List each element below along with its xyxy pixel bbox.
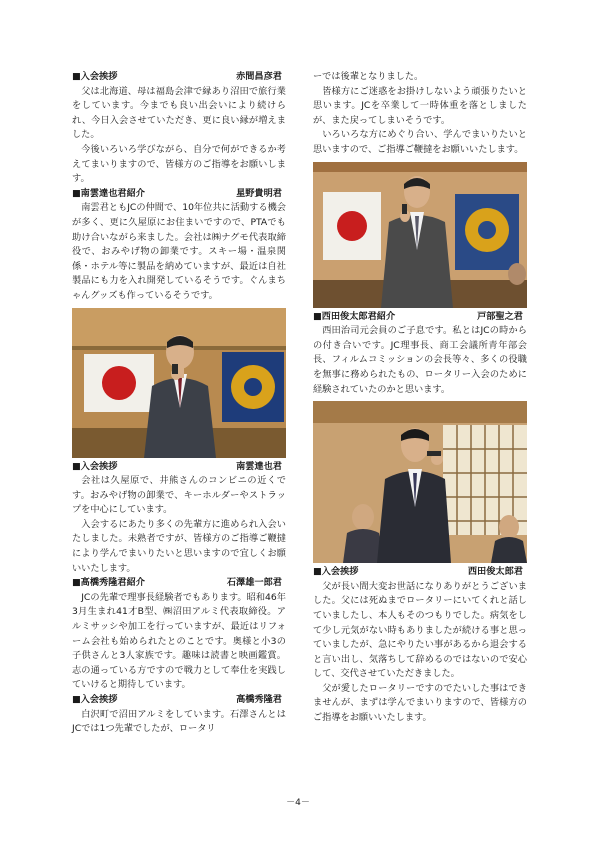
- heading-label: ■入会挨拶: [72, 460, 118, 472]
- paragraph: 白沢町で沼田アルミをしています。石澤さんとはJCでは1つ先輩でしたが、ロータリ: [72, 708, 286, 735]
- section-heading: [72, 70, 286, 85]
- speaker-name: 赤間昌彦君: [236, 71, 282, 82]
- speaker-name: 戸部聖之君: [477, 310, 523, 322]
- paragraph: 今後いろいろ学びながら、自分で何ができるか考えてまいりますので、皆様方のご指導をお願いします。: [72, 143, 286, 185]
- paragraph: JCの先輩で理事長経験者でもあります。昭和46年3月生まれ41才B型、㈱沼田アルミ代表取締役。アルミサッシや加工を行っていますが、最近はリフォーム会社も始められたとのことです。奥様と小3の子供さんと3人家族です。趣味は読書と映画鑑賞。志の通っている方ですので戦力として奉仕を実践していけると期待しています。: [72, 591, 286, 691]
- photo-tobe: [313, 162, 527, 308]
- photo-tobe-image: [313, 162, 527, 308]
- paragraph: 父は北海道、母は福島会津で縁あり沼田で旅行業をしています。今までも良い出会いにより続けられ、今日入会させていただき、更に良い縁が増えました。: [72, 85, 286, 141]
- paragraph: いろいろな方にめぐり合い、学んでまいりたいと思いますので、ご指導ご鞭撻をお願いいたします。: [313, 129, 527, 155]
- paragraph: 父が長い間大変お世話になりありがとうございました。父には死ぬまでロータリーにいてくれと話していましたし、本人もそのつもりでした。病気をして少し元気がない時もありましたが続ける事と思っていましたが、急にやりたい事があるから退会すると言い出し、気落ちして辞めるのではないので安心して、交代させていただきました。: [313, 580, 527, 680]
- page-number: －4－: [286, 798, 310, 808]
- heading-label: ■入会挨拶: [72, 694, 118, 705]
- heading-label: ■入会挨拶: [313, 566, 359, 578]
- section-heading: [72, 693, 286, 708]
- heading-label: ■西田俊太郎君紹介: [313, 310, 396, 322]
- section-heading: [313, 565, 527, 580]
- speaker-name: 高橋秀隆君: [236, 694, 282, 705]
- section-heading: [313, 310, 527, 325]
- speaker-name: 星野貴明君: [236, 187, 282, 199]
- paragraph: 西田治司元会員のご子息です。私とはJCの時からの付き合いです。JC理事長、商工会議所青年部会長、フィルムコミッションの会長等々、多くの役職を無事に務められたもの、ロータリー入会のために経験されていたのかと思います。: [313, 325, 527, 395]
- left-column: [72, 70, 286, 737]
- section-heading: [72, 460, 286, 475]
- section-heading: [72, 187, 286, 202]
- photo-nagumo-image: [72, 308, 286, 458]
- paragraph: ーでは後輩となりました。: [313, 71, 424, 82]
- heading-label: ■高橋秀隆君紹介: [72, 577, 145, 589]
- right-column: [313, 70, 527, 726]
- heading-label: ■入会挨拶: [72, 71, 118, 82]
- paragraph: 南雲君ともJCの仲間で、10年位共に活動する機会が多く、更に久屋原にお住まいですので、PTAでも助け合いながら来ました。会社は㈱ナグモ代表取締役で、おみやげ物の卸業です。スキー場・温泉関係・ホテル等に製品を納めていますが、最近は自社製品にも力を入れ開発しているそうです。ぐんまちゃんグッズも作っているそうです。: [72, 202, 286, 301]
- paragraph: 父が愛したロータリーですのでたいした事はできませんが、まずは学んでまいりますので、皆様方のご指導をお願いいたします。: [313, 682, 527, 724]
- paragraph: 皆様方にご迷惑をお掛けしないよう頑張りたいと思います。JCを卒業して一時体重を落としましたが、また戻ってしまいそうです。: [313, 85, 527, 126]
- photo-nagumo: [72, 308, 286, 458]
- speaker-name: 南雲達也君: [236, 460, 282, 472]
- photo-nishida-image: [313, 401, 527, 563]
- paragraph: 入会するにあたり多くの先輩方に進められ入会いたしました。未熟者ですが、皆様方のご指導ご鞭撻により学んでまいりたいと思いますので宜しくお願いいたします。: [72, 518, 286, 574]
- speaker-name: 西田俊太郎君: [467, 566, 523, 578]
- heading-label: ■南雲達也君紹介: [72, 187, 145, 199]
- section-heading: [72, 576, 286, 591]
- photo-nishida: [313, 401, 527, 563]
- speaker-name: 石澤雄一郎君: [226, 577, 282, 589]
- paragraph: 会社は久屋原で、井熊さんのコンビニの近くです。おみやげ物の卸業で、キーホルダーやストラップを中心にしています。: [72, 475, 286, 516]
